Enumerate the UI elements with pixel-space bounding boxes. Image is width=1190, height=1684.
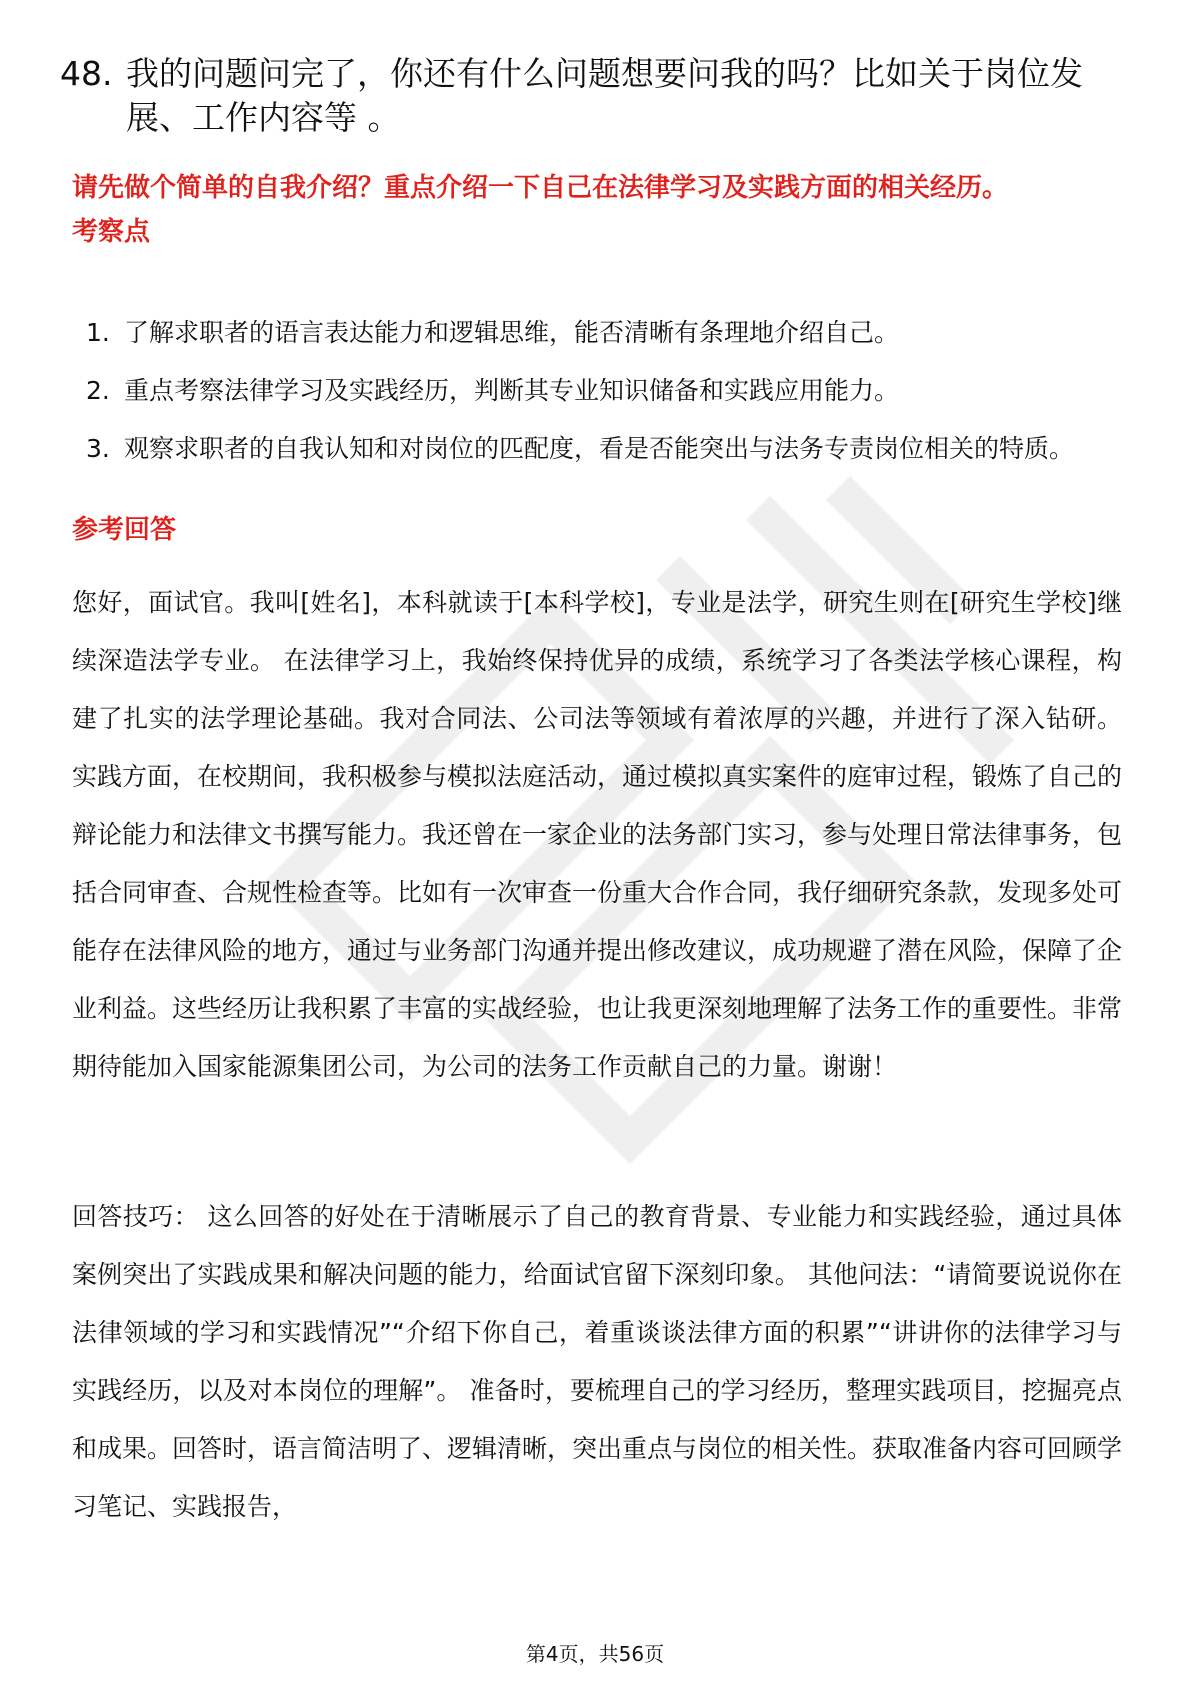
list-item-number: 3. [86, 434, 110, 463]
list-item [72, 420, 1122, 478]
list-item [72, 304, 1122, 362]
list-item-number: 2. [86, 376, 110, 405]
list-item-text: 了解求职者的语言表达能力和逻辑思维，能否清晰有条理地介绍自己。 [124, 318, 900, 347]
answer-title: 参考回答 [72, 515, 177, 545]
list-item-number: 1. [86, 318, 110, 347]
answer-paragraph: 您好，面试官。我叫[姓名]，本科就读于[本科学校]，专业是法学，研究生则在[研究生学校]继续深造法学专业。 在法律学习上，我始终保持优异的成绩，系统学习了各类法学核心课程，构建了扎实的法学理论基础。我对合同法、公司法等领域有着浓厚的兴趣，并进行了深入钻研。 实践方面，在校期间，我积极参与模拟法庭活动，通过模拟真实案件的庭审过程，锻炼了自己的辩论能力和法律文书撰写能力。我还曾在一家企业的法务部门实习，参与处理日常法律事务，包括合同审查、合规性检查等。比如有一次审查一份重大合作合同，我仔细研究条款，发现多处可能存在法律风险的地方，通过与业务部门沟通并提出修改建议，成功规避了潜在风险，保障了企业利益。这些经历让我积累了丰富的实战经验，也让我更深刻地理解了法务工作的重要性。非常期待能加入国家能源集团公司，为公司的法务工作贡献自己的力量。谢谢！ [72, 588, 1123, 1081]
question-number: 48. [60, 54, 113, 93]
question-heading [60, 52, 1120, 140]
question-text: 我的问题问完了，你还有什么问题想要问我的吗？比如关于岗位发展、工作内容等 。 [126, 54, 1083, 137]
list-item [72, 362, 1122, 420]
focus-list [72, 304, 1122, 478]
tips-paragraph: 回答技巧： 这么回答的好处在于清晰展示了自己的教育背景、专业能力和实践经验，通过具体案例突出了实践成果和解决问题的能力，给面试官留下深刻印象。 其他问法：“请简要说说你在法律领域的学习和实践情况”“介绍下你自己，着重谈谈法律方面的积累”“讲讲你的法律学习与实践经历，以及对本岗位的理解”。 准备时，要梳理自己的学习经历，整理实践项目，挖掘亮点和成果。回答时，语言简洁明了、逻辑清晰，突出重点与岗位的相关性。获取准备内容可回顾学习笔记、实践报告， [72, 1202, 1123, 1521]
sub-question: 请先做个简单的自我介绍？重点介绍一下自己在法律学习及实践方面的相关经历。 [72, 173, 1009, 203]
list-item-text: 重点考察法律学习及实践经历，判断其专业知识储备和实践应用能力。 [124, 376, 900, 405]
list-item-text: 观察求职者的自我认知和对岗位的匹配度，看是否能突出与法务专责岗位相关的特质。 [124, 434, 1075, 463]
focus-title: 考察点 [72, 217, 151, 247]
page-footer: 第4页，共56页 [525, 1642, 665, 1666]
